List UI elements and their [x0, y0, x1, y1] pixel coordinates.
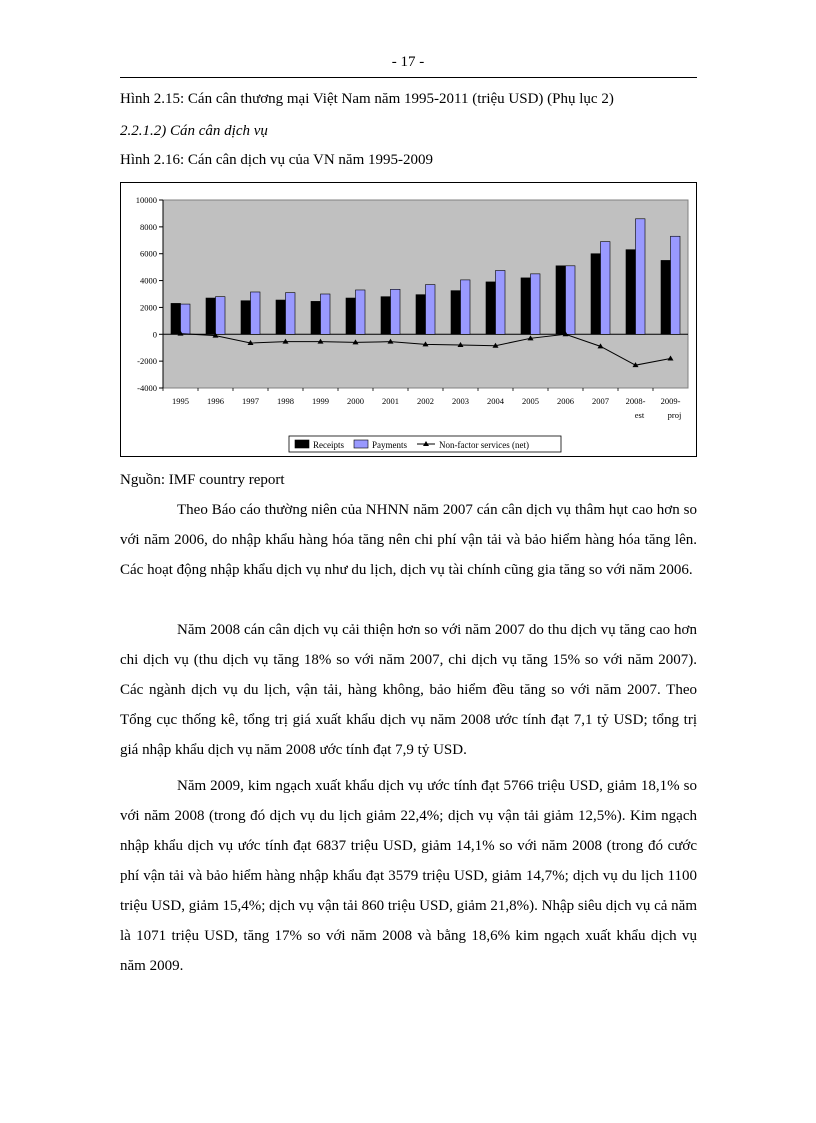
x-tick-label: 2001: [382, 396, 399, 406]
y-tick-label: 4000: [140, 275, 157, 286]
source-note: Nguồn: IMF country report: [120, 472, 285, 488]
bar-payments: [496, 271, 506, 335]
bar-receipts: [346, 298, 356, 334]
x-tick-label: 2004: [487, 396, 504, 406]
legend-label: Non-factor services (net): [439, 440, 529, 450]
y-tick-label: -2000: [137, 356, 157, 367]
x-tick-label: 2008-: [625, 396, 646, 406]
bar-receipts: [591, 254, 601, 335]
chart-svg: [121, 183, 696, 456]
paragraph-2: Năm 2008 cán cân dịch vụ cải thiện hơn so với năm 2007 do thu dịch vụ tăng cao hơn chi dịch vụ (thu dịch vụ tăng 18% so với năm 2007, chi dịch vụ tăng 15% so với năm 2007). Các ngành dịch vụ du lịch, vận tải, hàng không, bảo hiểm đều tăng so với năm 2007. Theo Tổng cục thống kê, tổng trị giá xuất khẩu dịch vụ năm 2008 ước tính đạt 7,1 tỷ USD; tổng trị giá nhập khẩu dịch vụ năm 2008 ước tính đạt 7,9 tỷ USD.: [120, 622, 697, 758]
x-tick-label: 2009-: [660, 396, 681, 406]
bar-receipts: [381, 297, 391, 335]
x-tick-label: proj: [667, 410, 682, 420]
bar-payments: [286, 293, 296, 335]
x-tick-label: est: [634, 410, 645, 420]
y-tick-label: 8000: [140, 221, 157, 232]
x-tick-label: 2006: [557, 396, 574, 406]
legend-label: Payments: [372, 440, 407, 450]
x-tick-label: 1997: [242, 396, 259, 406]
bar-payments: [181, 304, 191, 334]
y-tick-label: 10000: [135, 195, 157, 205]
figure-2-15-caption: Hình 2.15: Cán cân thương mại Việt Nam năm 1995-2011 (triệu USD) (Phụ lục 2): [120, 91, 614, 107]
x-tick-label: 1996: [207, 396, 224, 406]
bar-receipts: [311, 301, 321, 334]
bar-payments: [531, 274, 541, 334]
x-tick-label: 2000: [347, 396, 364, 406]
bar-payments: [601, 242, 611, 335]
y-tick-label: 6000: [140, 248, 157, 259]
bar-payments: [566, 266, 576, 334]
bar-receipts: [521, 278, 531, 334]
bar-payments: [391, 289, 401, 334]
section-heading: 2.2.1.2) Cán cân dịch vụ: [120, 123, 268, 139]
legend-swatch-payments: [354, 440, 368, 448]
y-tick-label: -4000: [137, 383, 157, 393]
bar-payments: [461, 280, 471, 334]
bar-payments: [321, 294, 331, 334]
bar-payments: [671, 236, 681, 334]
x-tick-label: 2007: [592, 396, 609, 406]
x-tick-label: 2005: [522, 396, 539, 406]
bar-receipts: [626, 250, 636, 335]
x-tick-label: 1995: [172, 396, 189, 406]
bar-receipts: [416, 295, 426, 335]
figure-2-16-caption: Hình 2.16: Cán cân dịch vụ của VN năm 1995-2009: [120, 152, 434, 168]
bar-receipts: [661, 260, 671, 334]
x-tick-label: 2002: [417, 396, 434, 406]
bar-receipts: [206, 298, 216, 334]
bar-receipts: [451, 291, 461, 335]
bar-payments: [356, 290, 366, 334]
bar-receipts: [171, 303, 181, 334]
bar-receipts: [486, 282, 496, 334]
y-tick-label: 2000: [140, 302, 157, 313]
x-tick-label: 1998: [277, 396, 294, 406]
legend-label: Receipts: [313, 440, 344, 450]
paragraph-1: Theo Báo cáo thường niên của NHNN năm 2007 cán cân dịch vụ thâm hụt cao hơn so với năm 2006, do nhập khẩu hàng hóa tăng nên chi phí vận tải và bảo hiểm hàng hóa tăng lên. Các hoạt động nhập khẩu dịch vụ như du lịch, dịch vụ tài chính cũng gia tăng so với năm 2006.: [120, 502, 697, 578]
paragraph-3: Năm 2009, kim ngạch xuất khẩu dịch vụ ước tính đạt 5766 triệu USD, giảm 18,1% so với năm 2008 (trong đó dịch vụ du lịch giảm 22,4%; dịch vụ vận tải giảm 12,5%). Kim ngạch nhập khẩu dịch vụ ước tính đạt 6837 triệu USD, giảm 14,1% so với năm 2008 (trong đó cước phí vận tải và bảo hiểm hàng nhập khẩu đạt 3579 triệu USD, giảm 14,7%; dịch vụ du lịch 1100 triệu USD, giảm 15,4%; dịch vụ vận tải 860 triệu USD, giảm 21,8%). Nhập siêu dịch vụ cả năm là 1071 triệu USD, tăng 17% so với năm 2008 và bằng 18,6% kim ngạch xuất khẩu dịch vụ năm 2009.: [120, 778, 697, 974]
bar-receipts: [556, 266, 566, 334]
bar-payments: [251, 292, 261, 334]
header-rule: [120, 77, 697, 78]
bar-payments: [216, 297, 226, 335]
services-balance-chart: [120, 182, 697, 457]
x-tick-label: 2003: [452, 396, 469, 406]
y-tick-label: 0: [152, 329, 157, 340]
bar-receipts: [241, 301, 251, 335]
bar-receipts: [276, 300, 286, 334]
bar-payments: [426, 285, 436, 335]
legend-swatch-receipts: [295, 440, 309, 448]
x-tick-label: 1999: [312, 396, 329, 406]
page-number: - 17 -: [391, 54, 425, 70]
bar-payments: [636, 219, 646, 334]
